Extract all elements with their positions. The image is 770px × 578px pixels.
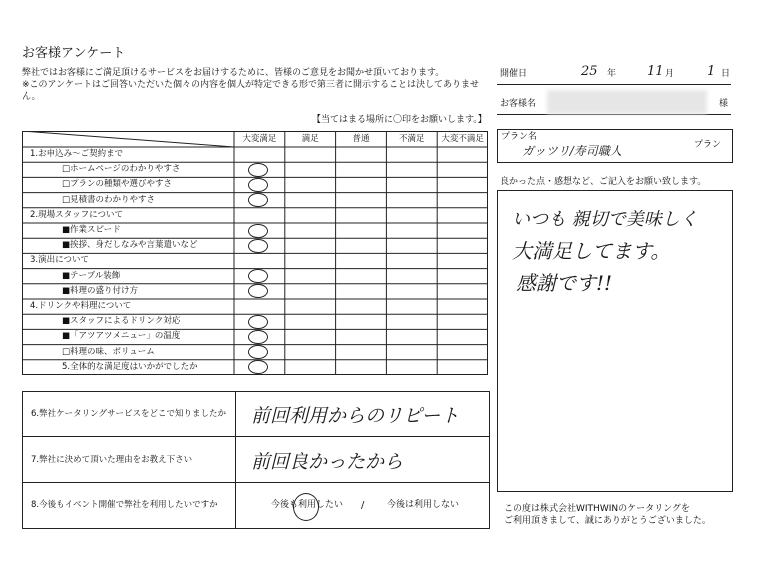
- instruction-text: 【当てはまる場所に〇印をお願いします。】: [312, 115, 487, 125]
- date-month-unit: 月: [665, 69, 675, 79]
- footer-line-1: この度は株式会社WITHWINのケータリングを: [504, 504, 690, 514]
- q6-divider: [23, 436, 489, 437]
- q6-label: 6.弊社ケータリングサービスをどこで知りましたか: [31, 409, 226, 419]
- q8-option-yes: 今後も利用したい: [271, 500, 344, 510]
- question-item: ■挨拶、身だしなみや言葉遣いなど: [62, 240, 198, 251]
- column-header: 満足: [301, 134, 319, 144]
- plan-value: ガッツリ/寿司職人: [522, 144, 622, 158]
- q8-separator: /: [361, 500, 365, 511]
- form-title: お客様アンケート: [22, 46, 126, 61]
- date-day-value: 1: [707, 64, 716, 79]
- rating-table-content: [22, 131, 488, 375]
- redacted-name: [547, 90, 707, 114]
- selected-rating-circle: [248, 360, 268, 374]
- customer-label: お客様名: [500, 99, 537, 109]
- question-item: □プランの種類や選びやすさ: [62, 179, 173, 190]
- q8-label: 8.今後もイベント開催で弊社を利用したいですか: [31, 500, 218, 510]
- date-field: [497, 62, 731, 85]
- column-header: 大変不満足: [441, 134, 484, 144]
- section-heading: 2.現場スタッフについて: [30, 209, 123, 220]
- selected-rating-circle: [248, 269, 268, 283]
- date-month-value: 11: [647, 64, 664, 79]
- selected-rating-circle: [248, 345, 268, 359]
- question-item: 5.全体的な満足度はいかがでしたか: [62, 361, 198, 372]
- q8-selected-circle: [293, 493, 319, 521]
- rating-table: [22, 131, 488, 375]
- intro-text-1: 弊社ではお客様にご満足頂けるサービスをお届けするために、皆様のご意見をお聞かせ頂いております。: [22, 68, 445, 78]
- section-heading: 4.ドリンクや料理について: [30, 301, 132, 311]
- selected-rating-circle: [248, 315, 268, 329]
- date-day-unit: 日: [721, 69, 731, 79]
- q7-divider: [23, 482, 489, 483]
- question-item: □料理の味、ボリューム: [62, 346, 155, 357]
- comment-line-3: 感謝です!!: [516, 271, 613, 295]
- q6-answer: 前回利用からのリピート: [251, 405, 460, 427]
- date-year-unit: 年: [607, 69, 617, 79]
- question-item: □ホームページのわかりやすさ: [62, 164, 181, 175]
- intro-text-2: ※このアンケートはご回答いただいた個々の内容を個人が特定できる形で第三者に開示することは決してありませ: [22, 80, 480, 90]
- footer-line-2: ご利用頂きまして、誠にありがとうございました。: [504, 516, 711, 526]
- section-heading: 1.お申込み～ご契約まで: [30, 149, 124, 159]
- question-item: ■「アツアツメニュー」の温度: [62, 331, 181, 342]
- selected-rating-circle: [248, 239, 268, 253]
- intro-text-3: ん。: [22, 92, 41, 102]
- customer-suffix: 様: [719, 99, 729, 109]
- plan-suffix: プラン: [694, 140, 722, 150]
- plan-box: [497, 129, 733, 163]
- questions-box: [22, 391, 490, 529]
- question-item: ■テーブル装飾: [62, 270, 121, 281]
- column-header: 大変満足: [242, 134, 277, 144]
- date-year-value: 25: [581, 64, 598, 79]
- column-header: 不満足: [399, 134, 425, 144]
- question-item: □見積書のわかりやすさ: [62, 194, 156, 205]
- question-item: ■料理の盛り付け方: [62, 285, 139, 296]
- question-item: ■作業スピード: [62, 225, 121, 235]
- questions-divider: [235, 392, 236, 528]
- column-header: 普通: [352, 134, 370, 144]
- q7-answer: 前回良かったから: [251, 451, 404, 473]
- comments-label: 良かった点・感想など、ご記入をお願い致します。: [500, 177, 707, 187]
- customer-field: [497, 90, 731, 115]
- question-item: ■スタッフによるドリンク対応: [62, 316, 181, 327]
- selected-rating-circle: [248, 224, 268, 238]
- plan-label: プラン名: [501, 132, 538, 142]
- selected-rating-circle: [248, 163, 268, 177]
- section-heading: 3.演出について: [30, 255, 89, 266]
- q7-label: 7.弊社に決めて頂いた理由をお教え下さい: [31, 455, 193, 465]
- comments-box: [497, 190, 733, 492]
- selected-rating-circle: [248, 284, 268, 298]
- selected-rating-circle: [248, 178, 268, 192]
- selected-rating-circle: [248, 330, 268, 344]
- selected-rating-circle: [248, 193, 268, 207]
- q8-option-no: 今後は利用しない: [387, 500, 460, 510]
- comment-line-2: 大満足してます。: [512, 239, 671, 263]
- date-label: 開催日: [500, 69, 528, 79]
- comment-line-1: いつも 親切で美味しく: [512, 209, 698, 230]
